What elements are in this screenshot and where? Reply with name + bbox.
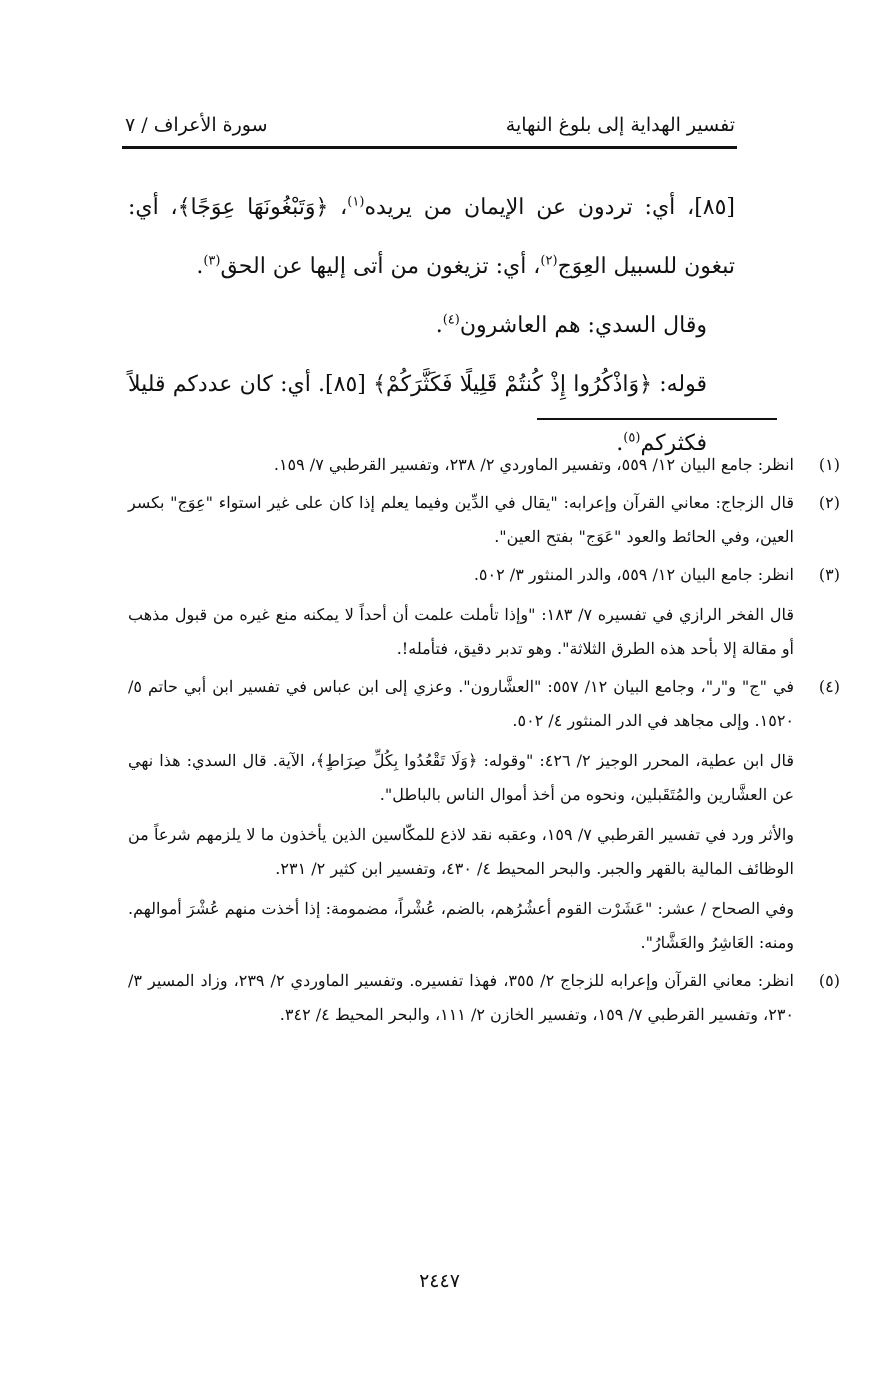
main-text [128, 178, 735, 473]
footnote-text: قال ابن عطية، المحرر الوجيز ٢/ ٤٢٦: "وقوله: ﴿وَلَا تَقْعُدُوا بِكُلِّ صِرَاطٍ﴾، الآية. قال السدي: هذا نهي عن العشَّارين والمُتَقَبلين، ونحوه من أخذ أموال الناس بالباطل". [128, 751, 795, 804]
footnote-text: انظر: جامع البيان ١٢/ ٥٥٩، وتفسير الماوردي ٢/ ٢٣٨، وتفسير القرطبي ٧/ ١٥٩. [273, 455, 794, 474]
footnote-number: (٤) [818, 677, 840, 696]
footnote-ref: (٥) [623, 430, 641, 446]
footnote-number: (٥) [818, 971, 840, 990]
footnote [128, 486, 840, 554]
footnote-text: انظر: معاني القرآن وإعرابه للزجاج ٢/ ٣٥٥، فهذا تفسيره. وتفسير الماوردي ٢/ ٢٣٩، وزاد المسير ٣/ ٢٣٠، وتفسير القرطبي ٧/ ١٥٩، وتفسير الخازن ٢/ ١١١، والبحر المحيط ٤/ ٣٤٢. [128, 971, 795, 1024]
footnote-number: (٣) [818, 565, 840, 584]
surah-label: سورة الأعراف / ٧ [125, 114, 268, 136]
footnote [128, 558, 840, 666]
header-rule [122, 146, 737, 149]
footnote-text: قال الزجاج: معاني القرآن وإعرابه: "يقال في الدِّين وفيما يعلم إذا كان على غير استواء "عِوَج" بكسر العين، وفي الحائط والعود "عَوَج" بفتح العين". [128, 493, 794, 546]
quran-verse: ﴿وَتَبْغُونَهَا عِوَجًا﴾ [177, 195, 329, 220]
paragraph: قوله: ﴿وَاذْكُرُوا إِذْ كُنتُمْ قَلِيلًا فَكَثَّرَكُمْ﴾ [٨٥]. أي: كان عددكم قليلاً فكثركم$^{(٥)}$. [128, 372, 707, 456]
footnote-text: وفي الصحاح / عشر: "عَشَرْت القوم أعشُرُهم، بالضم، عُشْراً، مضمومة: إذا أخذت منهم عُشْرَ أموالهم. ومنه: العَاشِرُ والعَشَّارُ". [128, 899, 795, 952]
footnotes [128, 448, 840, 1036]
footnote-text: والأثر ورد في تفسير القرطبي ٧/ ١٥٩، وعقبه نقد لاذع للمكّاسين الذين يأخذون ما لا يلزمهم شرعاً من الوظائف المالية بالقهر والجبر. والبحر المحيط ٤/ ٤٣٠، وتفسير ابن كثير ٢/ ٢٣١. [128, 825, 794, 878]
book-title: تفسير الهداية إلى بلوغ النهاية [505, 114, 735, 136]
footnote-number: (٢) [818, 493, 840, 512]
footnote [128, 448, 840, 482]
page-number: ٢٤٤٧ [419, 1270, 460, 1292]
footnote [128, 964, 840, 1032]
footnote-ref: (٣) [203, 253, 221, 269]
footnote [128, 670, 840, 960]
paragraph: وقال السدي: هم العاشرون$^{(٤)}$. [435, 312, 707, 338]
footnote-ref: (١) [347, 194, 365, 210]
running-header [125, 112, 735, 138]
paragraph: [٨٥]، أي: تردون عن الإيمان من يريده$^{(١)}$، ﴿وَتَبْغُونَهَا عِوَجًا﴾، أي: تبغون للسبيل العِوَج$^{(٢)}$، أي: تزيغون من أتى إليها عن الحق$^{(٣)}$. [128, 194, 736, 279]
footnote-ref: (٤) [442, 312, 460, 328]
footnote-text: قال الفخر الرازي في تفسيره ٧/ ١٨٣: "وإذا تأملت علمت أن أحداً لا يمكنه منع غيره من قبول مذهب أو مقالة إلا بأحد هذه الطرق الثلاثة". وهو تدبر دقيق، فتأمله!. [128, 605, 794, 658]
footnote-text: في "ج" و"ر"، وجامع البيان ١٢/ ٥٥٧: "العشَّارون". وعزي إلى ابن عباس في تفسير ابن أبي حاتم ٥/ ١٥٢٠. وإلى مجاهد في الدر المنثور ٤/ ٥٠٢. [128, 677, 794, 730]
footnote-number: (١) [818, 455, 840, 474]
footnote-ref: (٢) [540, 253, 558, 269]
footnote-text: انظر: جامع البيان ١٢/ ٥٥٩، والدر المنثور ٣/ ٥٠٢. [473, 565, 794, 584]
footnote-separator [537, 418, 777, 420]
quran-verse: ﴿وَاذْكُرُوا إِذْ كُنتُمْ قَلِيلًا فَكَثَّرَكُمْ﴾ [373, 372, 652, 397]
